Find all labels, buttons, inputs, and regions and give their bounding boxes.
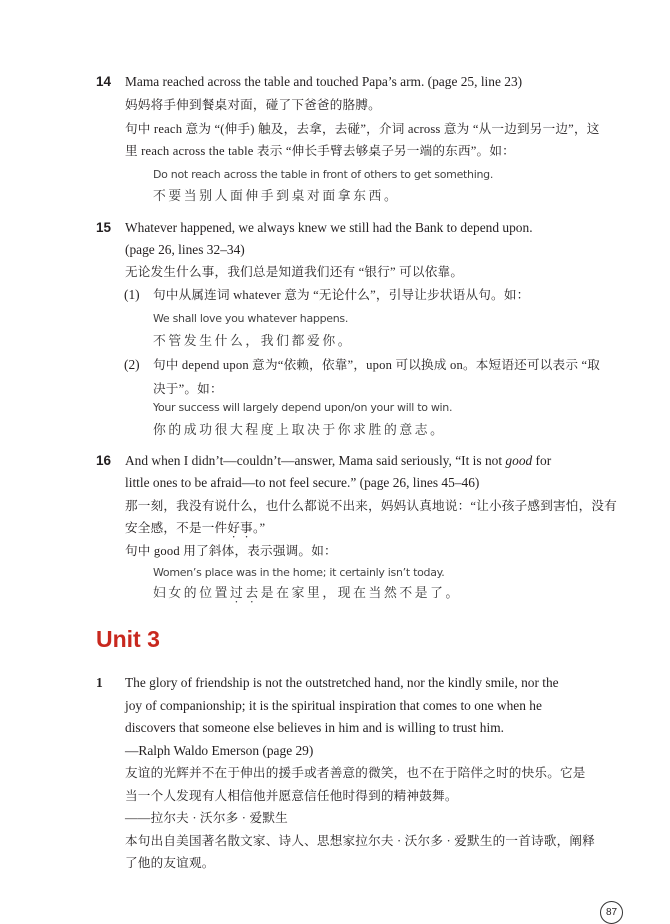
translation-source: ——拉尔夫 · 沃尔多 · 爱默生 <box>125 811 288 825</box>
item-number: 1 <box>96 675 103 690</box>
text: 。” <box>252 521 266 535</box>
quote-source: —Ralph Waldo Emerson (page 29) <box>125 743 314 758</box>
source-sentence: little ones to be afraid—to not feel secure.” (page 26, lines 45–46) <box>125 475 480 490</box>
explanation: 句中 good 用了斜体，表示强调。如： <box>125 544 337 558</box>
example-en: Your success will largely depend upon/on your will to win. <box>153 401 453 414</box>
item-number: 14 <box>96 74 112 89</box>
source-sentence <box>125 453 551 469</box>
explanation: 里 reach across the table 表示 “伸长手臂去够桌子另一端的东西”。如： <box>125 144 515 158</box>
text: And when I didn’t—couldn’t—answer, Mama said seriously, “It is not <box>125 453 506 468</box>
emphasized-word: good <box>505 453 533 468</box>
example-en: We shall love you whatever happens. <box>153 312 349 325</box>
translation <box>125 520 265 541</box>
sub-label: (2) <box>124 357 140 372</box>
translation: 妈妈将手伸到餐桌对面，碰了下爸爸的胳膊。 <box>125 98 381 112</box>
source-sentence: Whatever happened, we always knew we still had the Bank to depend upon. <box>125 220 533 235</box>
translation: 当一个人发现有人相信他并愿意信任他时得到的精神鼓舞。 <box>125 789 458 803</box>
item-number: 15 <box>96 220 112 235</box>
translation: 无论发生什么事，我们总是知道我们还有 “银行” 可以依靠。 <box>125 265 464 279</box>
unit-heading: Unit 3 <box>96 626 160 652</box>
explanation: 句中 reach 意为 “(伸手) 触及，去拿，去碰”，介词 across 意为 “从一边到另一边”，这 <box>125 122 600 136</box>
sub-label: (1) <box>124 287 140 302</box>
emphasized-text: 好事 <box>227 521 253 535</box>
example-zh: 你的成功很大程度上取决于你求胜的意志。 <box>153 423 446 437</box>
example-zh: 不管发生什么，我们都爱你。 <box>153 334 354 348</box>
explanation: 决于”。如： <box>153 382 223 396</box>
quote: discovers that someone else believes in him and is willing to trust him. <box>125 720 504 735</box>
emphasized-text: 过去 <box>229 586 261 600</box>
text: 妇女的位置 <box>153 586 230 600</box>
translation: 那一刻，我没有说什么，也什么都说不出来，妈妈认真地说：“让小孩子感到害怕，没有 <box>125 499 617 513</box>
page-number: 87 <box>600 901 623 924</box>
source-sentence: Mama reached across the table and touched Papa’s arm. (page 25, line 23) <box>125 74 523 89</box>
text: 是在家里，现在当然不是了。 <box>260 586 461 600</box>
explanation: 句中从属连词 whatever 意为 “无论什么”，引导让步状语从句。如： <box>153 288 530 302</box>
explanation: 本句出自美国著名散文家、诗人、思想家拉尔夫 · 沃尔多 · 爱默生的一首诗歌，阐释 <box>125 834 595 848</box>
text: for <box>532 453 552 468</box>
quote: joy of companionship; it is the spiritual inspiration that comes to one when he <box>125 698 542 713</box>
example-en: Women’s place was in the home; it certainly isn’t today. <box>153 566 445 579</box>
example-zh: 不要当别人面伸手到桌对面拿东西。 <box>153 189 400 203</box>
example-en: Do not reach across the table in front of others to get something. <box>153 168 494 181</box>
explanation: 了他的友谊观。 <box>125 856 215 870</box>
translation: 友谊的光辉并不在于伸出的援手或者善意的微笑，也不在于陪伴之时的快乐。它是 <box>125 766 586 780</box>
item-number: 16 <box>96 453 112 468</box>
source-sentence: (page 26, lines 32–34) <box>125 242 245 257</box>
explanation: 句中 depend upon 意为“依赖，依靠”，upon 可以换成 on。本短语还可以表示 “取 <box>153 358 601 372</box>
quote: The glory of friendship is not the outstretched hand, nor the kindly smile, nor the <box>125 675 559 690</box>
example-zh <box>153 585 461 606</box>
text: 安全感，不是一件 <box>125 521 228 535</box>
